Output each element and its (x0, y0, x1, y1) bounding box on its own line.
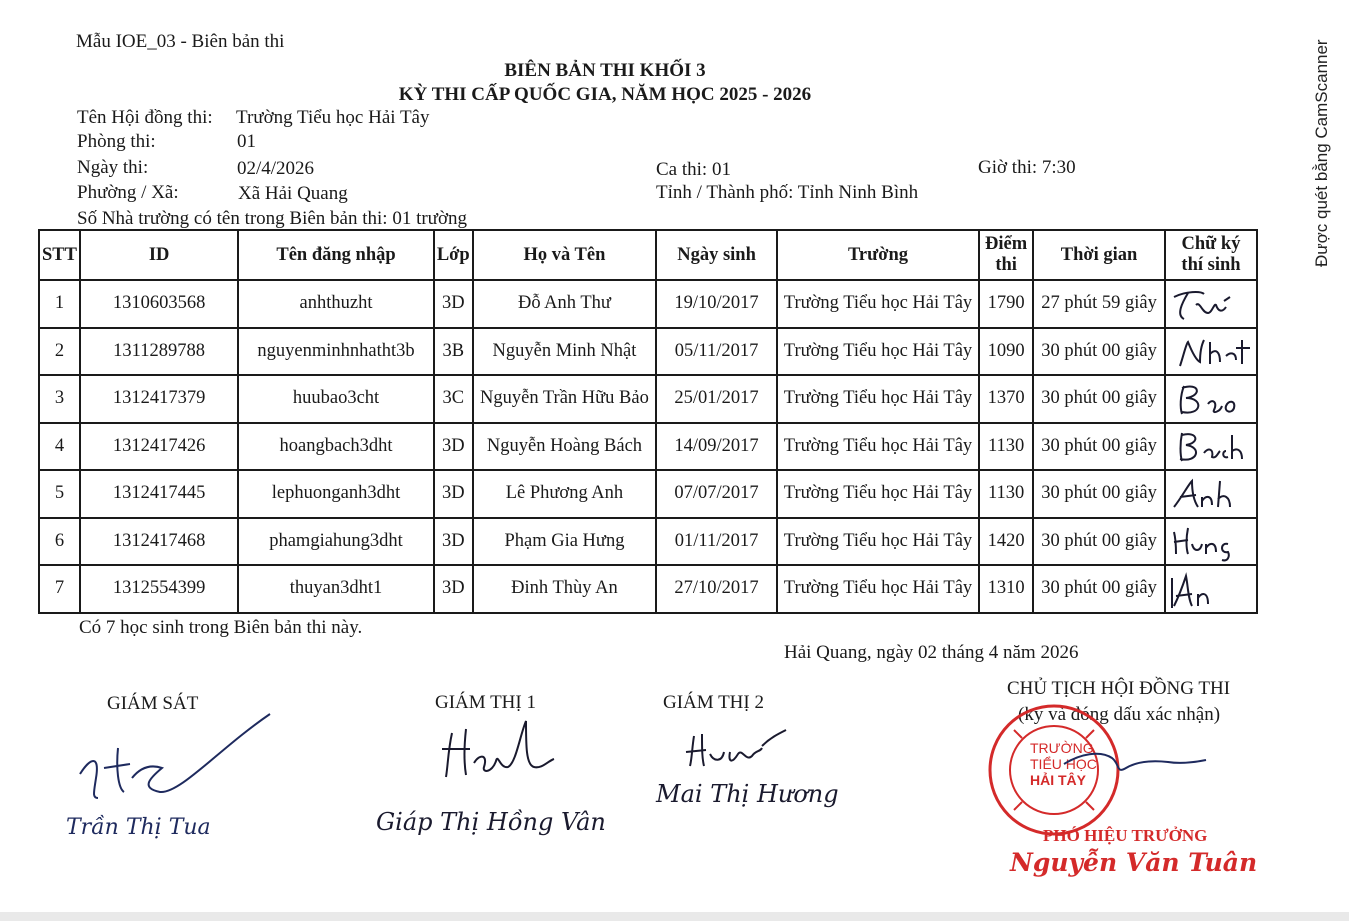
cell-duration: 30 phút 00 giây (1033, 423, 1165, 471)
cell-class: 3D (434, 280, 473, 328)
cell-dob: 19/10/2017 (656, 280, 777, 328)
cell-school: Trường Tiểu học Hải Tây (777, 565, 979, 613)
council-label: Tên Hội đồng thi: (77, 107, 213, 128)
cell-stt: 7 (39, 565, 80, 613)
stamp-line1: TRƯỜNG (1030, 740, 1094, 756)
cell-score: 1790 (979, 280, 1033, 328)
cell-class: 3D (434, 470, 473, 518)
table-row (39, 518, 1257, 566)
cell-school: Trường Tiểu học Hải Tây (777, 375, 979, 423)
cell-score: 1310 (979, 565, 1033, 613)
council-value: Trường Tiểu học Hải Tây (236, 107, 430, 128)
cell-stt: 5 (39, 470, 80, 518)
header-duration: Thời gian (1033, 230, 1165, 280)
ward-label: Phường / Xã: (77, 182, 179, 203)
student-signature-2 (1166, 330, 1254, 372)
cell-username: nguyenminhnhatht3b (238, 328, 434, 376)
table-row (39, 470, 1257, 518)
cell-class: 3D (434, 518, 473, 566)
header-id: ID (80, 230, 238, 280)
cell-fullname: Nguyễn Hoàng Bách (473, 423, 657, 471)
place-date: Hải Quang, ngày 02 tháng 4 năm 2026 (784, 642, 1079, 663)
header-username: Tên đăng nhập (238, 230, 434, 280)
cell-id: 1312417379 (80, 375, 238, 423)
cell-score: 1370 (979, 375, 1033, 423)
cell-signature (1165, 375, 1257, 423)
table-row (39, 280, 1257, 328)
header-stt: STT (39, 230, 80, 280)
cell-score: 1420 (979, 518, 1033, 566)
table-row (39, 375, 1257, 423)
cell-fullname: Lê Phương Anh (473, 470, 657, 518)
table-row (39, 328, 1257, 376)
supervisor-signature (70, 708, 280, 808)
cell-dob: 05/11/2017 (656, 328, 777, 376)
cell-duration: 27 phút 59 giây (1033, 280, 1165, 328)
form-code: Mẫu IOE_03 - Biên bản thi (76, 31, 285, 52)
cell-duration: 30 phút 00 giây (1033, 470, 1165, 518)
cell-fullname: Nguyễn Trần Hữu Bảo (473, 375, 657, 423)
cell-duration: 30 phút 00 giây (1033, 565, 1165, 613)
student-signature-5 (1166, 473, 1254, 515)
cell-stt: 1 (39, 280, 80, 328)
supervisor-name: Trần Thị Tua (66, 815, 211, 840)
room-label: Phòng thi: (77, 131, 156, 152)
cell-id: 1312417426 (80, 423, 238, 471)
stamp-line2: TIỂU HỌC (1030, 756, 1097, 772)
proctor1-signature (430, 715, 560, 790)
cell-username: thuyan3dht1 (238, 565, 434, 613)
cell-dob: 27/10/2017 (656, 565, 777, 613)
cell-dob: 25/01/2017 (656, 375, 777, 423)
proctor2-name: Mai Thị Hương (656, 780, 839, 808)
header-sign-line2: thí sinh (1181, 255, 1241, 275)
cell-duration: 30 phút 00 giây (1033, 375, 1165, 423)
cell-school: Trường Tiểu học Hải Tây (777, 280, 979, 328)
student-signature-4 (1166, 425, 1254, 467)
cell-dob: 07/07/2017 (656, 470, 777, 518)
student-signature-3 (1166, 378, 1254, 420)
cell-signature (1165, 470, 1257, 518)
cell-fullname: Đinh Thùy An (473, 565, 657, 613)
proctor2-signature (680, 722, 790, 772)
table-row (39, 423, 1257, 471)
cell-class: 3C (434, 375, 473, 423)
stamp-line3: HẢI TÂY (1030, 772, 1086, 788)
proctor1-title: GIÁM THỊ 1 (435, 692, 536, 713)
cell-duration: 30 phút 00 giây (1033, 518, 1165, 566)
cell-id: 1310603568 (80, 280, 238, 328)
cell-id: 1312554399 (80, 565, 238, 613)
header-dob: Ngày sinh (656, 230, 777, 280)
results-table (38, 229, 1258, 614)
proctor2-title: GIÁM THỊ 2 (663, 692, 764, 713)
cell-signature (1165, 423, 1257, 471)
cell-id: 1311289788 (80, 328, 238, 376)
cell-class: 3D (434, 565, 473, 613)
room-value: 01 (237, 131, 256, 152)
header-school: Trường (777, 230, 979, 280)
student-signature-6 (1166, 520, 1254, 562)
cell-username: huubao3cht (238, 375, 434, 423)
header-class: Lớp (434, 230, 473, 280)
supervisor-title: GIÁM SÁT (107, 693, 199, 714)
cell-signature (1165, 565, 1257, 613)
province-text: Tỉnh / Thành phố: Tỉnh Ninh Bình (656, 182, 919, 203)
cell-stt: 2 (39, 328, 80, 376)
cell-id: 1312417468 (80, 518, 238, 566)
cell-fullname: Phạm Gia Hưng (473, 518, 657, 566)
cell-score: 1130 (979, 470, 1033, 518)
cell-id: 1312417445 (80, 470, 238, 518)
chair-position: PHÓ HIỆU TRƯỞNG (1043, 826, 1208, 845)
schools-count: Số Nhà trường có tên trong Biên bản thi: 01 trường (77, 208, 468, 229)
student-signature-1 (1166, 283, 1254, 325)
cell-signature (1165, 280, 1257, 328)
chair-note: (ký và đóng dấu xác nhận) (1018, 704, 1221, 725)
cell-dob: 14/09/2017 (656, 423, 777, 471)
cell-school: Trường Tiểu học Hải Tây (777, 518, 979, 566)
chair-name: Nguyễn Văn Tuân (1010, 848, 1258, 877)
scan-bottom-edge (0, 912, 1349, 921)
cell-school: Trường Tiểu học Hải Tây (777, 423, 979, 471)
header-score-line2: thi (995, 255, 1017, 275)
table-row (39, 565, 1257, 613)
student-count: Có 7 học sinh trong Biên bản thi này. (79, 617, 363, 638)
proctor1-name: Giáp Thị Hồng Vân (376, 808, 606, 836)
cell-username: hoangbach3dht (238, 423, 434, 471)
chair-title: CHỦ TỊCH HỘI ĐỒNG THI (1007, 678, 1231, 699)
header-score-line1: Điểm (985, 234, 1028, 254)
cell-signature (1165, 518, 1257, 566)
cell-username: phamgiahung3dht (238, 518, 434, 566)
cell-duration: 30 phút 00 giây (1033, 328, 1165, 376)
time-text: Giờ thi: 7:30 (978, 157, 1076, 178)
header-score (979, 230, 1033, 280)
header-sign-line1: Chữ ký (1181, 234, 1241, 254)
document-subtitle: KỲ THI CẤP QUỐC GIA, NĂM HỌC 2025 - 2026 (398, 84, 812, 105)
cell-signature (1165, 328, 1257, 376)
cell-class: 3B (434, 328, 473, 376)
cell-school: Trường Tiểu học Hải Tây (777, 470, 979, 518)
cell-stt: 3 (39, 375, 80, 423)
header-fullname: Họ và Tên (473, 230, 657, 280)
table-header-row (39, 230, 1257, 280)
header-signature (1165, 230, 1257, 280)
cell-score: 1130 (979, 423, 1033, 471)
cell-fullname: Nguyễn Minh Nhật (473, 328, 657, 376)
scanner-watermark: Được quét bằng CamScanner (1312, 39, 1331, 267)
cell-username: anhthuzht (238, 280, 434, 328)
date-label: Ngày thi: (77, 157, 149, 178)
shift-text: Ca thi: 01 (656, 159, 731, 180)
cell-score: 1090 (979, 328, 1033, 376)
chair-signature (1060, 740, 1210, 780)
date-value: 02/4/2026 (237, 158, 315, 179)
cell-stt: 6 (39, 518, 80, 566)
cell-school: Trường Tiểu học Hải Tây (777, 328, 979, 376)
cell-dob: 01/11/2017 (656, 518, 777, 566)
ward-value: Xã Hải Quang (238, 183, 348, 204)
cell-class: 3D (434, 423, 473, 471)
cell-username: lephuonganh3dht (238, 470, 434, 518)
document-title: BIÊN BẢN THI KHỐI 3 (504, 60, 706, 81)
cell-fullname: Đỗ Anh Thư (473, 280, 657, 328)
cell-stt: 4 (39, 423, 80, 471)
student-signature-7 (1166, 568, 1254, 610)
